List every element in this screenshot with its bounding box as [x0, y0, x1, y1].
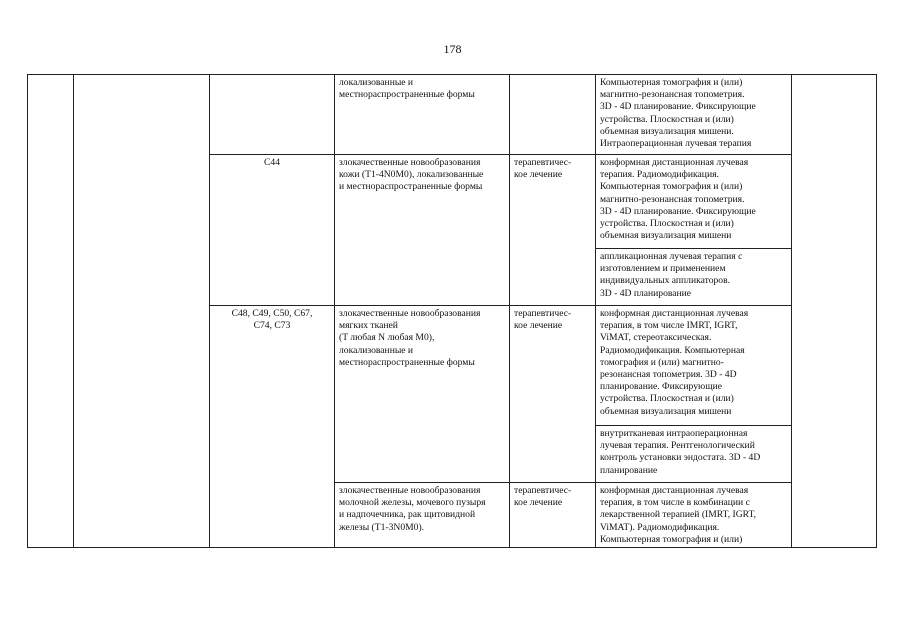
- icd-code-cell: C44: [210, 155, 335, 306]
- treatment-type-cell: терапевтичес- кое лечение: [510, 306, 596, 483]
- method-cell: Компьютерная томография и (или) магнитно-резонансная топометрия. 3D - 4D планирование. Фиксирующие устройства. Плоскостная и (или) объемная визуализация мишени. Интраоперационная лучевая терапия: [596, 75, 792, 155]
- page-number: 178: [443, 42, 462, 56]
- treatment-type-cell: терапевтичес- кое лечение: [510, 155, 596, 306]
- diagnosis-cell: злокачественные новообразования молочной железы, мочевого пузыря и надпочечника, рак щитовидной железы (T1-3N0M0).: [335, 483, 510, 548]
- method-cell: внутритканевая интраоперационная лучевая терапия. Рентгенологический контроль установки эндостата. 3D - 4D планирование: [596, 426, 792, 483]
- cost-cell: [792, 75, 877, 548]
- method-cell: конформная дистанционная лучевая терапия, в том числе IMRT, IGRT, ViMAT, стереотаксическая. Радиомодификация. Компьютерная томография и (или) магнитно- резонансная топометрия. 3D - 4D планирование. Фиксирующие устройства. Плоскостная и (или) объемная визуализация мишени: [596, 306, 792, 426]
- group-name-cell: [74, 75, 210, 548]
- method-cell: аппликационная лучевая терапия с изготовлением и применением индивидуальных аппликаторов. 3D - 4D планирование: [596, 249, 792, 306]
- procedures-table: [27, 74, 877, 548]
- treatment-type-cell: [510, 75, 596, 155]
- table-row: [28, 75, 877, 155]
- diagnosis-cell: локализованные и местнораспространенные формы: [335, 75, 510, 155]
- icd-code-cell: C48, C49, C50, C67, C74, C73: [210, 306, 335, 548]
- icd-code-cell: [210, 75, 335, 155]
- method-cell: конформная дистанционная лучевая терапия, в том числе в комбинации с лекарственной терапией (IMRT, IGRT, ViMAT). Радиомодификация. Компьютерная томография и (или): [596, 483, 792, 548]
- treatment-type-cell: терапевтичес- кое лечение: [510, 483, 596, 548]
- diagnosis-cell: злокачественные новообразования мягких тканей (T любая N любая M0), локализованные и местнораспространенные формы: [335, 306, 510, 483]
- row-number-cell: [28, 75, 74, 548]
- method-cell: конформная дистанционная лучевая терапия. Радиомодификация. Компьютерная томография и (или) магнитно-резонансная топометрия. 3D - 4D планирование. Фиксирующие устройства. Плоскостная и (или) объемная визуализация мишени: [596, 155, 792, 249]
- diagnosis-cell: злокачественные новообразования кожи (T1-4N0M0), локализованные и местнораспространенные формы: [335, 155, 510, 306]
